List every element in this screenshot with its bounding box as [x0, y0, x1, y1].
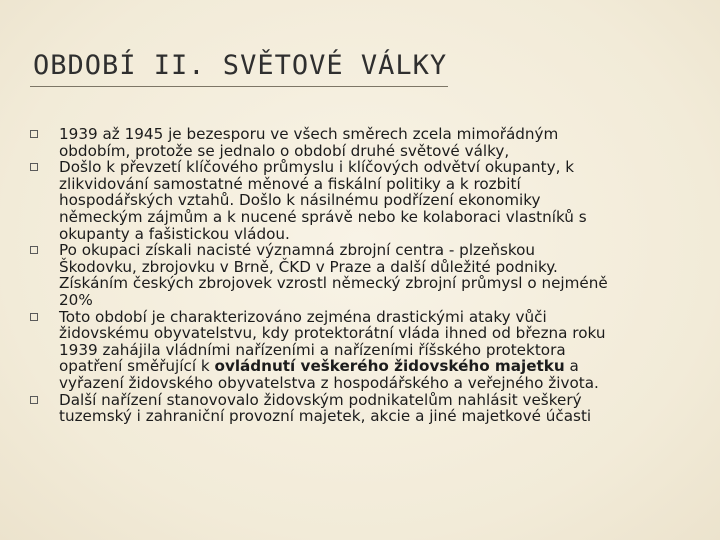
- bullet-line: obdobím, protože se jednalo o období druhé světové války,: [59, 141, 510, 160]
- title-underline: [30, 86, 448, 87]
- bullet-item: [30, 159, 710, 242]
- bullet-line: tuzemský i zahraniční provozní majetek, akcie a jiné majetkové účasti: [59, 407, 592, 426]
- bullet-line-part: a: [564, 357, 579, 376]
- bullet-line: Získáním českých zbrojovek vzrostl německý zbrojní průmysl o nejméně: [59, 274, 608, 293]
- bullet-item: [30, 392, 710, 425]
- bullet-line: Další nařízení stanovovalo židovským podnikatelům nahlásit veškerý: [59, 390, 582, 409]
- bullet-line: okupanty a fašistickou vládou.: [59, 224, 290, 243]
- bullet-line-part: opatření směřující k: [59, 357, 215, 376]
- bullet-line: Toto období je charakterizováno zejména drastickými ataky vůči: [59, 307, 547, 326]
- bullet-line: 1939 až 1945 je bezesporu ve všech směrech zcela mimořádným: [59, 125, 559, 143]
- bullet-line: 20%: [59, 290, 93, 309]
- bullet-line: zlikvidování samostatné měnové a fiskální politiky a k rozbití: [59, 174, 521, 193]
- bullet-line: židovskému obyvatelstvu, kdy protektorátní vláda ihned od března roku: [59, 324, 606, 343]
- bullet-line: Po okupaci získali nacisté významná zbrojní centra - plzeňskou: [59, 241, 536, 260]
- emphasized-text: ovládnutí veškerého židovského majetku: [214, 357, 565, 376]
- bullet-list: [30, 126, 710, 425]
- bullet-line: Došlo k převzetí klíčového průmyslu i klíčových odvětví okupanty, k: [59, 158, 575, 177]
- bullet-line: německým zájmům a k nucené správě nebo ke kolaboraci vlastníků s: [59, 207, 587, 226]
- bullet-line: 1939 zahájila vládními nařízeními a nařízeními říšského protektora: [59, 340, 566, 359]
- bullet-item: [30, 242, 710, 308]
- bullet-line: Škodovku, zbrojovku v Brně, ČKD v Praze a další důležité podniky.: [59, 257, 558, 276]
- bullet-line: vyřazení židovského obyvatelstva z hospodářského a veřejného života.: [59, 373, 599, 392]
- checkbox-square-icon: [30, 246, 38, 254]
- bullet-item: [30, 309, 710, 392]
- checkbox-square-icon: [30, 313, 38, 321]
- bullet-line: hospodářských vztahů. Došlo k násilnému podřízení ekonomiky: [59, 191, 541, 210]
- checkbox-square-icon: [30, 396, 38, 404]
- checkbox-square-icon: [30, 163, 38, 171]
- checkbox-square-icon: [30, 130, 38, 138]
- bullet-line-mixed: [59, 358, 710, 375]
- slide-title: OBDOBÍ II. SVĚTOVÉ VÁLKY: [33, 50, 448, 81]
- bullet-item: [30, 126, 710, 159]
